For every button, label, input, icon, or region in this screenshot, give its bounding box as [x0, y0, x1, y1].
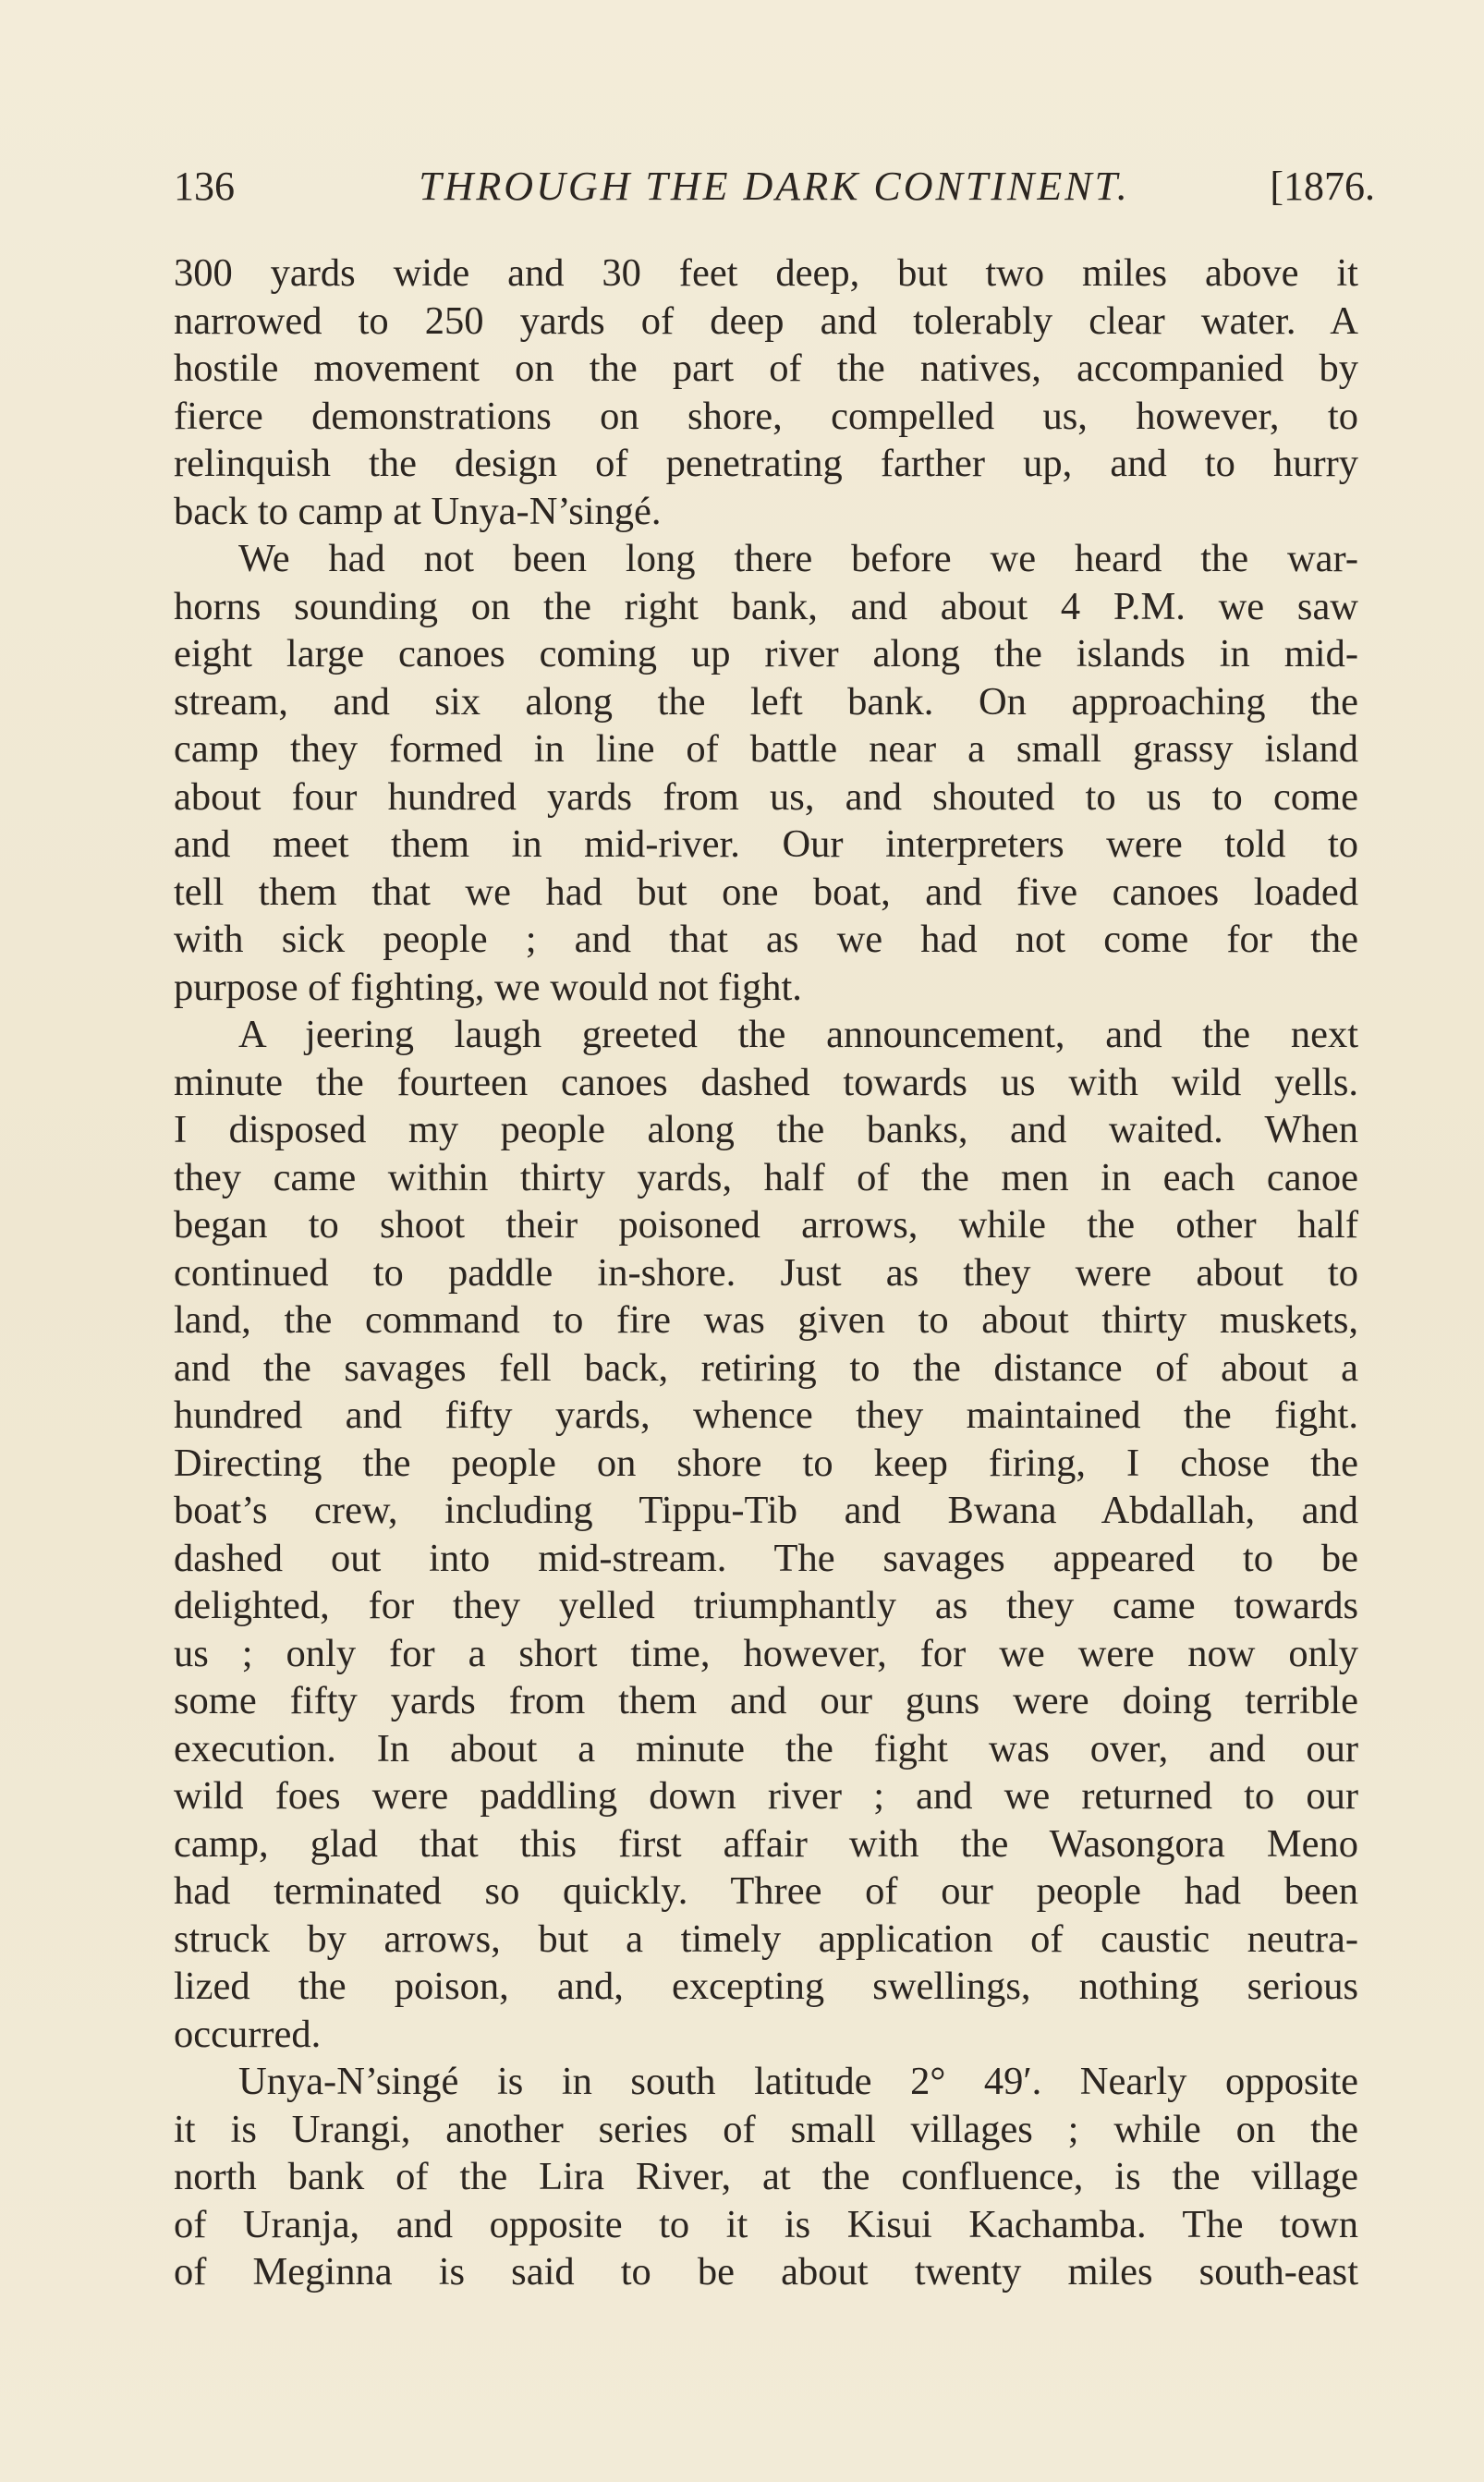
text-line: struck by arrows, but a timely application of caustic neutra- [174, 1916, 1358, 1961]
text-line: eight large canoes coming up river along the islands in mid- [174, 632, 1358, 675]
text-line: and the savages fell back, retiring to the distance of about a [174, 1345, 1358, 1390]
text-line: wild foes were paddling down river ; and we returned to our [174, 1774, 1358, 1818]
text-line: purpose of fighting, we would not fight. [174, 965, 802, 1009]
running-header [174, 159, 1375, 214]
paragraph [174, 1011, 1358, 2058]
text-line: narrowed to 250 yards of deep and tolerably clear water. A [174, 298, 1358, 343]
paragraph [174, 2058, 1358, 2296]
text-line: execution. In about a minute the fight was over, and our [174, 1726, 1358, 1770]
text-line: had terminated so quickly. Three of our people had been [174, 1869, 1358, 1913]
text-line: occurred. [174, 2012, 322, 2056]
text-line: stream, and six along the left bank. On approaching the [174, 679, 1358, 724]
text-line: lized the poison, and, excepting swellings, nothing serious [174, 1965, 1358, 2008]
paragraph [174, 249, 1358, 535]
text-line: about four hundred yards from us, and shouted to us to come [174, 774, 1358, 819]
text-line: minute the fourteen canoes dashed towards us with wild yells. [174, 1060, 1358, 1104]
text-line: 300 yards wide and 30 feet deep, but two miles above it [174, 251, 1358, 295]
body-text [174, 249, 1358, 2296]
text-line: some fifty yards from them and our guns were doing terrible [174, 1679, 1358, 1722]
text-line: boat’s crew, including Tippu-Tib and Bwana Abdallah, and [174, 1489, 1358, 1532]
paragraph [174, 535, 1358, 1011]
text-line: with sick people ; and that as we had not come for the [174, 918, 1358, 961]
text-line: fierce demonstrations on shore, compelled us, however, to [174, 394, 1358, 438]
text-line: dashed out into mid-stream. The savages appeared to be [174, 1536, 1358, 1580]
text-line: land, the command to fire was given to about thirty muskets, [174, 1298, 1358, 1342]
text-line: A jeering laugh greeted the announcement, and the next [238, 1013, 1358, 1056]
text-line: it is Urangi, another series of small villages ; while on the [174, 2107, 1358, 2151]
text-line: relinquish the design of penetrating farther up, and to hurry [174, 442, 1358, 485]
text-line: and meet them in mid-river. Our interpreters were told to [174, 822, 1358, 866]
text-line: north bank of the Lira River, at the confluence, is the village [174, 2155, 1358, 2198]
text-line: We had not been long there before we heard the war- [238, 537, 1358, 580]
text-line: back to camp at Unya-N’singé. [174, 489, 662, 533]
text-line: Unya-N’singé is in south latitude 2° 49′. Nearly opposite [238, 2060, 1358, 2103]
text-line: tell them that we had but one boat, and five canoes loaded [174, 870, 1358, 914]
text-line: hostile movement on the part of the natives, accompanied by [174, 347, 1358, 390]
running-title: THROUGH THE DARK CONTINENT. [419, 164, 1130, 209]
text-line: delighted, for they yelled triumphantly as they came towards [174, 1584, 1358, 1627]
text-line: horns sounding on the right bank, and about 4 P.M. we saw [174, 584, 1358, 628]
text-line: camp, glad that this first affair with the Wasongora Meno [174, 1821, 1358, 1866]
text-line: us ; only for a short time, however, for we were now only [174, 1631, 1358, 1675]
text-line: I disposed my people along the banks, and waited. When [174, 1108, 1358, 1151]
page-number: 136 [174, 164, 235, 209]
text-line: camp they formed in line of battle near a small grassy island [174, 727, 1358, 771]
header-year: [1876. [1270, 164, 1375, 209]
text-line: hundred and fifty yards, whence they maintained the fight. [174, 1393, 1358, 1437]
text-line: of Meginna is said to be about twenty miles south-east [174, 2250, 1358, 2293]
text-line: Directing the people on shore to keep firing, I chose the [174, 1441, 1358, 1485]
text-line: of Uranja, and opposite to it is Kisui Kachamba. The town [174, 2202, 1358, 2246]
text-line: continued to paddle in-shore. Just as they were about to [174, 1250, 1358, 1295]
text-line: began to shoot their poisoned arrows, while the other half [174, 1203, 1358, 1247]
text-line: they came within thirty yards, half of the men in each canoe [174, 1155, 1358, 1199]
